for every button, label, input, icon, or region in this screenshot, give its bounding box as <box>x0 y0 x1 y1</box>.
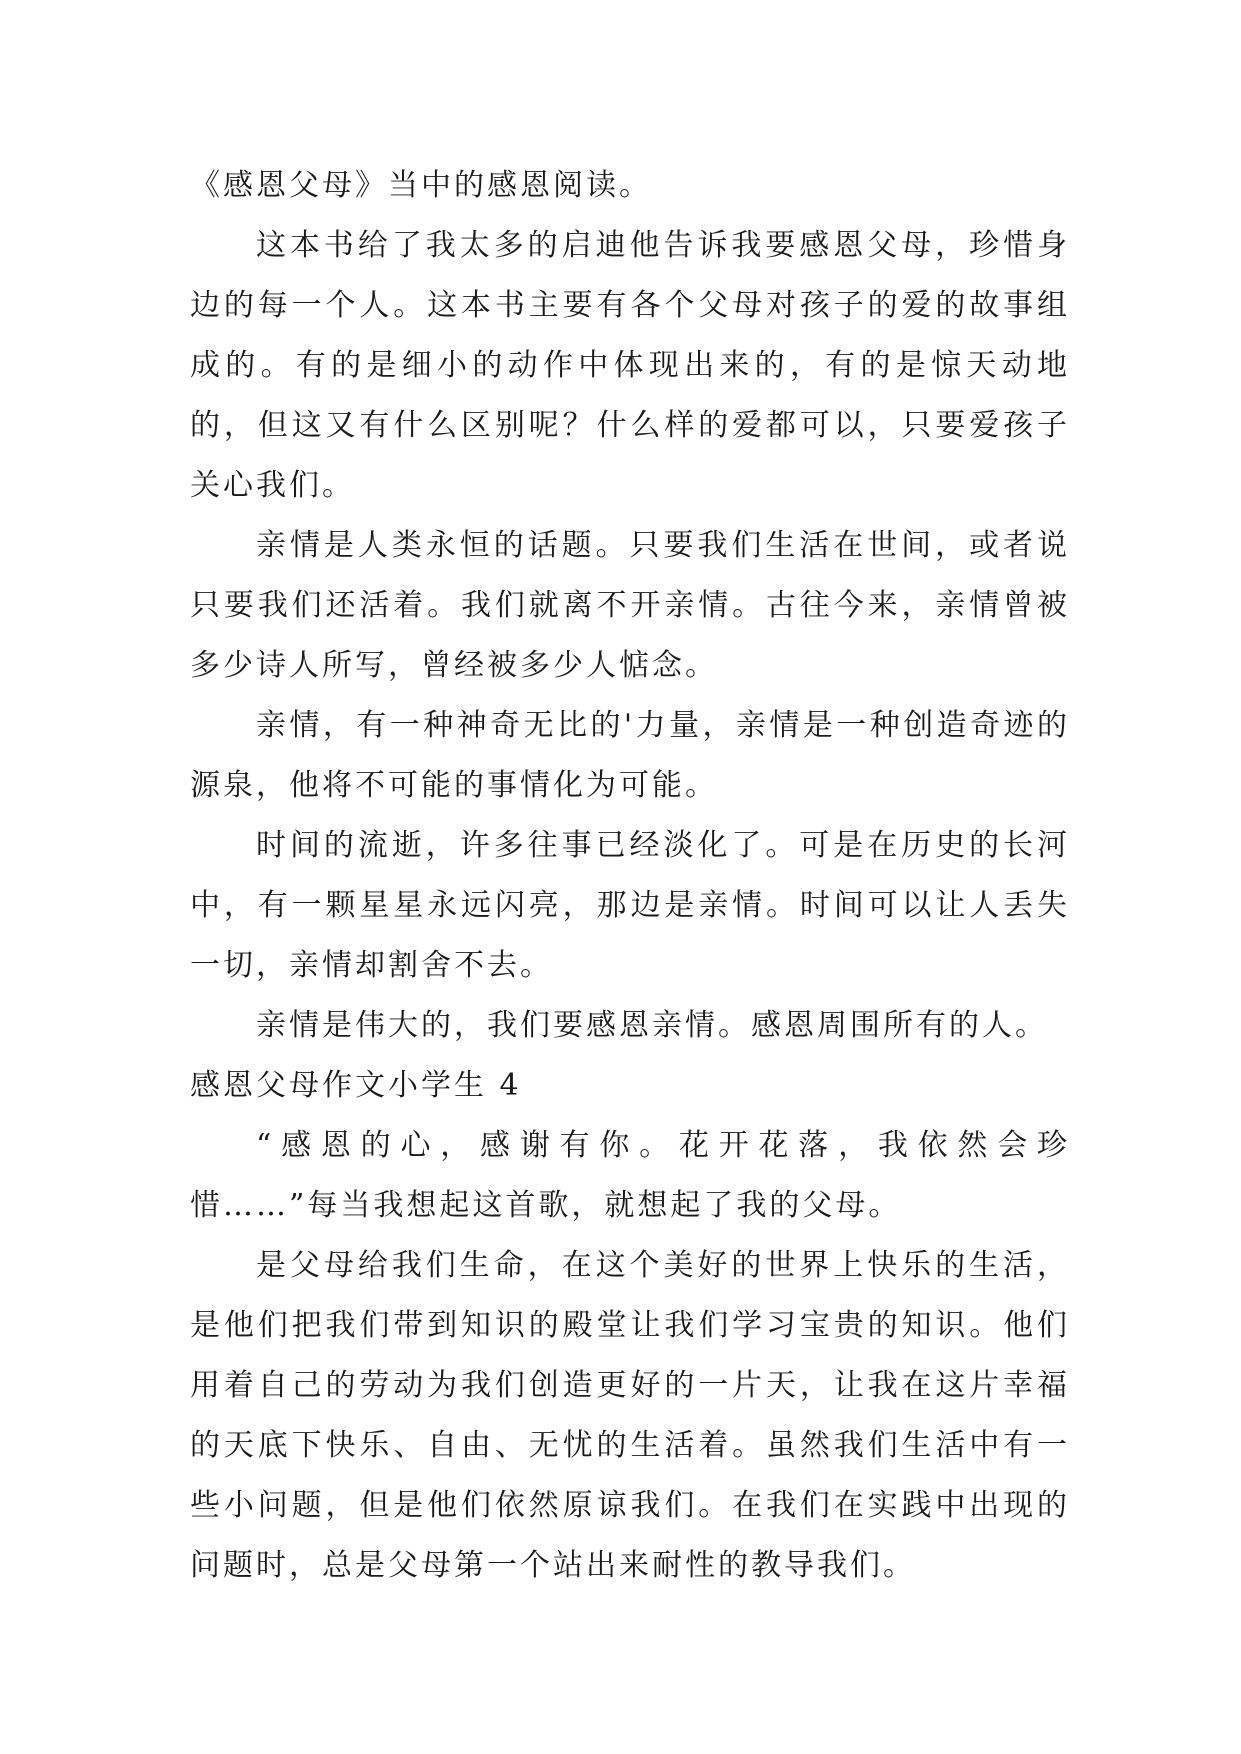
paragraph-1: 《感恩父母》当中的感恩阅读。 <box>190 168 652 203</box>
document-body <box>190 156 1070 1596</box>
section-title: 感恩父母作文小学生 4 <box>190 1068 522 1103</box>
paragraph-2: 这本书给了我太多的启迪他告诉我要感恩父母，珍惜身边的每一个人。这本书主要有各个父母对孩子的爱的故事组成的。有的是细小的动作中体现出来的，有的是惊天动地的，但这又有什么区别呢？什么样的爱都可以，只要爱孩子关心我们。 <box>190 228 1070 503</box>
paragraph-5: 时间的流逝，许多往事已经淡化了。可是在历史的长河中，有一颗星星永远闪亮，那边是亲情。时间可以让人丢失一切，亲情却割舍不去。 <box>190 828 1070 983</box>
paragraph-4: 亲情，有一种神奇无比的'力量，亲情是一种创造奇迹的源泉，他将不可能的事情化为可能。 <box>190 708 1070 803</box>
paragraph-3: 亲情是人类永恒的话题。只要我们生活在世间，或者说只要我们还活着。我们就离不开亲情。古往今来，亲情曾被多少诗人所写，曾经被多少人惦念。 <box>190 528 1070 683</box>
paragraph-6: 亲情是伟大的，我们要感恩亲情。感恩周围所有的人。 <box>256 1008 1048 1043</box>
paragraph-7: “感恩的心，感谢有你。花开花落，我依然会珍惜……”每当我想起这首歌，就想起了我的父母。 <box>190 1128 1070 1223</box>
paragraph-8: 是父母给我们生命，在这个美好的世界上快乐的生活，是他们把我们带到知识的殿堂让我们学习宝贵的知识。他们用着自己的劳动为我们创造更好的一片天，让我在这片幸福的天底下快乐、自由、无忧的生活着。虽然我们生活中有一些小问题，但是他们依然原谅我们。在我们在实践中出现的问题时，总是父母第一个站出来耐性的教导我们。 <box>190 1248 1070 1583</box>
